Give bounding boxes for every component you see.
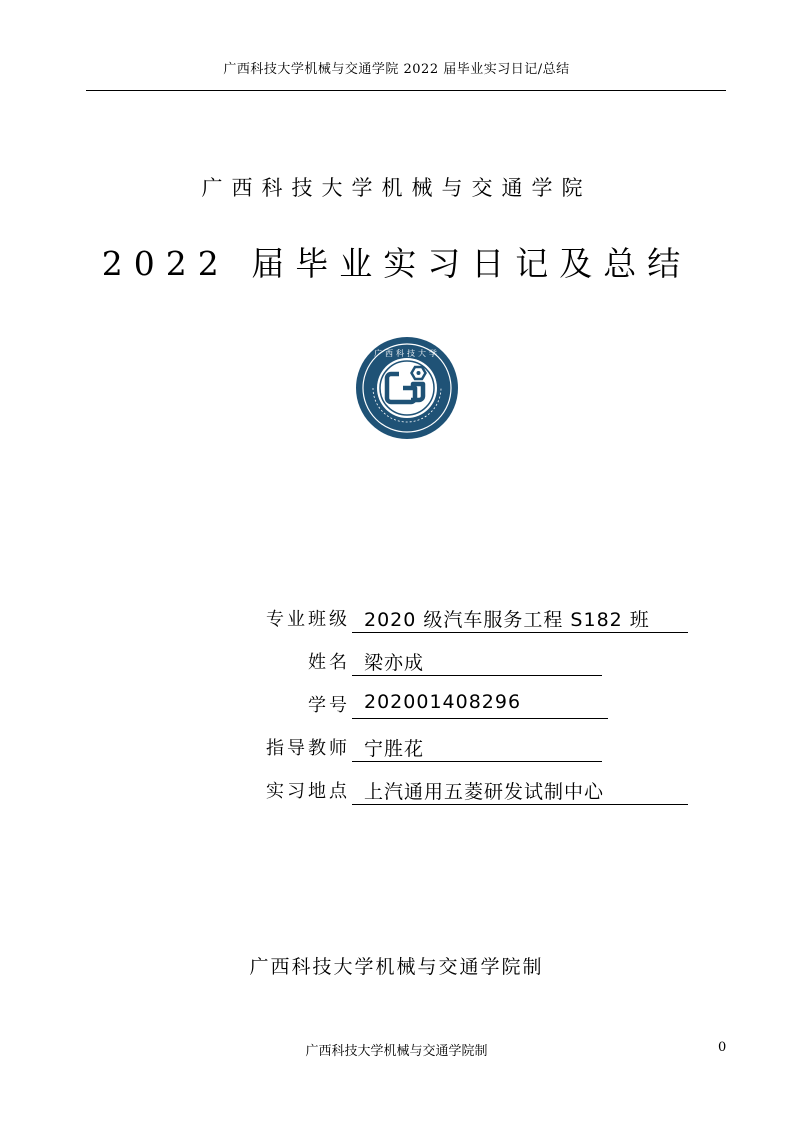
internship-location-label: 实习地点 <box>266 781 350 802</box>
student-id-label: 学号 <box>308 695 350 716</box>
seal-text: 广西科技大学 <box>374 349 440 358</box>
field-row-location <box>0 777 793 809</box>
document-title: 2022 届毕业实习日记及总结 <box>101 244 692 283</box>
running-header: 广西科技大学机械与交通学院 2022 届毕业实习日记/总结 <box>223 62 570 77</box>
field-row-advisor <box>0 734 793 766</box>
university-seal-icon <box>355 336 459 440</box>
student-name-label: 姓名 <box>308 652 350 673</box>
university-seal-graphic <box>355 336 459 440</box>
advisor-label: 指导教师 <box>266 738 350 759</box>
page-footer: 广西科技大学机械与交通学院制 <box>305 1044 488 1059</box>
school-title: 广西科技大学机械与交通学院 <box>201 176 592 200</box>
internship-location-value: 上汽通用五菱研发试制中心 <box>352 777 688 805</box>
student-name-value: 梁亦成 <box>352 648 602 676</box>
major-class-value: 2020 级汽车服务工程 S182 班 <box>352 605 688 633</box>
field-row-name <box>0 648 793 680</box>
advisor-value: 宁胜花 <box>352 734 602 762</box>
field-row-major-class <box>0 605 793 637</box>
student-id-value: 202001408296 <box>352 691 608 719</box>
major-class-label: 专业班级 <box>266 609 350 630</box>
header-divider <box>86 90 726 91</box>
page-number: 0 <box>718 1040 727 1055</box>
issuing-organization: 广西科技大学机械与交通学院制 <box>249 956 544 978</box>
field-row-student-id <box>0 691 793 723</box>
